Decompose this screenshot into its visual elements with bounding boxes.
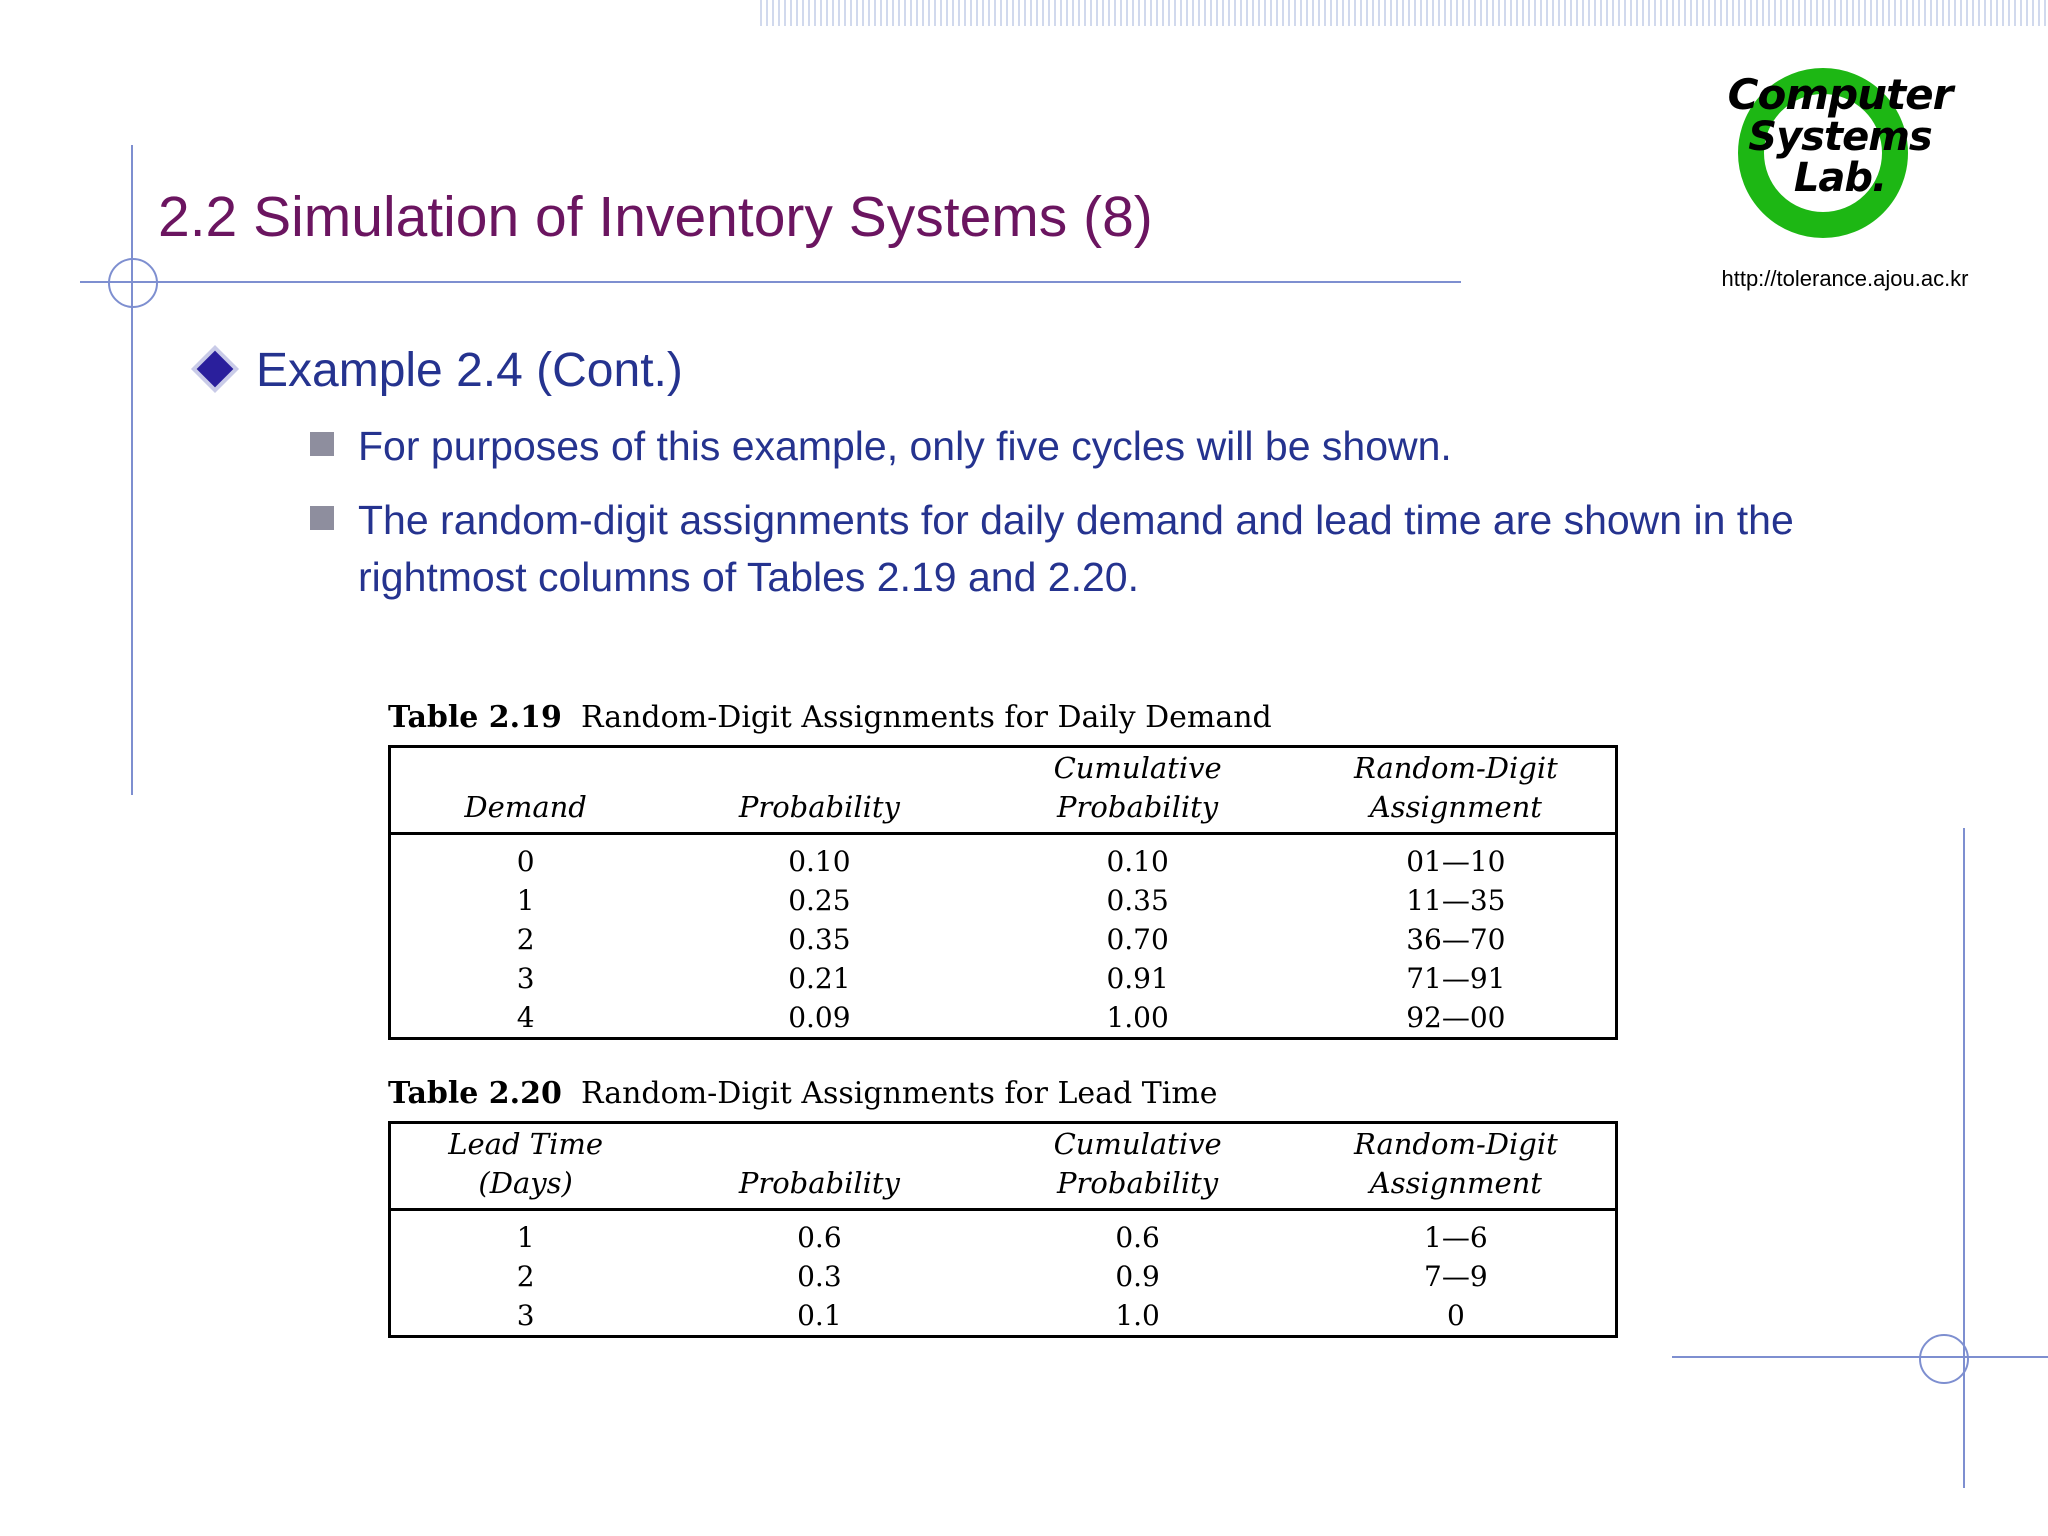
t20-r2-c3: 0 <box>1446 1299 1465 1332</box>
t19-r4-c0: 4 <box>516 1001 535 1034</box>
t19-head-cumulative-probability: Probability <box>979 787 1297 834</box>
t20-r0-c0: 1 <box>516 1221 535 1254</box>
bullet-level1-label: Example 2.4 (Cont.) <box>256 344 683 397</box>
t19-r1-c0: 1 <box>516 884 535 917</box>
table-2-20 <box>388 1121 1618 1338</box>
table-row <box>390 998 1617 1039</box>
t20-r0-c2: 0.6 <box>1115 1221 1160 1254</box>
table-2-19-caption <box>388 700 1658 735</box>
t19-r4-c2: 1.00 <box>1106 1001 1169 1034</box>
t20-head-random-digit-assignment: Assignment <box>1297 1163 1617 1210</box>
top-decorative-strip <box>760 0 2048 26</box>
t19-head-demand: Demand <box>390 787 661 834</box>
computer-systems-lab-logo <box>1700 60 1980 240</box>
t19-r0-c3: 01—10 <box>1406 845 1506 878</box>
right-horizontal-rule <box>1672 1356 2048 1358</box>
t19-r3-c3: 71—91 <box>1406 962 1506 995</box>
logo-text <box>1700 70 1980 201</box>
left-crosshair-circle <box>108 258 158 308</box>
table-2-20-caption <box>388 1076 1658 1111</box>
t20-head-probability: Probability <box>660 1163 978 1210</box>
t19-r2-c3: 36—70 <box>1406 923 1506 956</box>
t20-head-days: (Days) <box>390 1163 661 1210</box>
t19-r0-c2: 0.10 <box>1106 845 1169 878</box>
t20-head-top-1: Lead Time <box>448 1127 604 1161</box>
table-row <box>390 834 1617 882</box>
t19-r3-c0: 3 <box>516 962 535 995</box>
t19-r0-c0: 0 <box>516 845 535 878</box>
t19-r1-c1: 0.25 <box>788 884 851 917</box>
bullet-level1 <box>200 343 683 398</box>
lab-url[interactable]: http://tolerance.ajou.ac.kr <box>1721 266 1969 291</box>
title-underline-rule <box>80 281 1461 283</box>
bullet-level2-item-2 <box>310 492 1930 605</box>
bullet-level2-label-2: The random-digit assignments for daily demand and lead time are shown in the rightmost columns of Tables 2.19 and 2.20. <box>358 497 1794 600</box>
t19-r2-c0: 2 <box>516 923 535 956</box>
t20-head-cumulative-probability: Probability <box>979 1163 1297 1210</box>
t19-head-random-digit-assignment: Assignment <box>1297 787 1617 834</box>
t20-r2-c2: 1.0 <box>1115 1299 1160 1332</box>
t20-r1-c0: 2 <box>516 1260 535 1293</box>
t20-r1-c3: 7—9 <box>1424 1260 1488 1293</box>
table-2-19 <box>388 745 1618 1040</box>
t19-head-top-4: Random-Digit <box>1353 751 1558 785</box>
logo-line-2: Systems <box>1748 113 1932 160</box>
bullet-level2-label-1: For purposes of this example, only five cycles will be shown. <box>358 423 1452 469</box>
t19-r1-c3: 11—35 <box>1406 884 1506 917</box>
table-row <box>390 1210 1617 1258</box>
t19-r4-c3: 92—00 <box>1406 1001 1506 1034</box>
page-title: 2.2 Simulation of Inventory Systems (8) <box>158 185 1153 249</box>
t19-r4-c1: 0.09 <box>788 1001 851 1034</box>
table-2-20-title: Random-Digit Assignments for Lead Time <box>580 1076 1218 1111</box>
t20-r1-c2: 0.9 <box>1115 1260 1160 1293</box>
t19-r2-c2: 0.70 <box>1106 923 1169 956</box>
table-row <box>390 959 1617 998</box>
table-2-20-number: Table 2.20 <box>388 1076 562 1111</box>
t20-r2-c0: 3 <box>516 1299 535 1332</box>
t19-r1-c2: 0.35 <box>1106 884 1169 917</box>
t19-r2-c1: 0.35 <box>788 923 851 956</box>
t19-r0-c1: 0.10 <box>788 845 851 878</box>
right-vertical-rule <box>1963 828 1965 1488</box>
t20-head-top-4: Random-Digit <box>1353 1127 1558 1161</box>
t20-r0-c3: 1—6 <box>1424 1221 1488 1254</box>
table-row <box>390 1257 1617 1296</box>
t19-head-probability: Probability <box>660 787 978 834</box>
diamond-bullet-icon <box>200 354 234 388</box>
t20-r2-c1: 0.1 <box>797 1299 842 1332</box>
logo-line-1: Computer <box>1727 70 1953 119</box>
bullet-level2-item-1 <box>310 418 1930 475</box>
t20-r0-c1: 0.6 <box>797 1221 842 1254</box>
right-crosshair-circle <box>1919 1334 1969 1384</box>
t20-head-top-3: Cumulative <box>1053 1127 1222 1161</box>
table-2-19-number: Table 2.19 <box>388 700 562 735</box>
table-row <box>390 881 1617 920</box>
tables-spacer <box>388 1040 1658 1076</box>
square-bullet-icon <box>310 506 334 530</box>
t19-head-top-3: Cumulative <box>1053 751 1222 785</box>
table-row <box>390 1296 1617 1337</box>
square-bullet-icon <box>310 432 334 456</box>
table-row <box>390 920 1617 959</box>
table-2-19-title: Random-Digit Assignments for Daily Demand <box>580 700 1272 735</box>
t19-r3-c1: 0.21 <box>788 962 851 995</box>
t20-r1-c1: 0.3 <box>797 1260 842 1293</box>
logo-line-3: Lab. <box>1793 154 1887 201</box>
tables-figure <box>388 700 1658 1338</box>
t19-r3-c2: 0.91 <box>1106 962 1169 995</box>
left-vertical-rule <box>131 145 133 795</box>
